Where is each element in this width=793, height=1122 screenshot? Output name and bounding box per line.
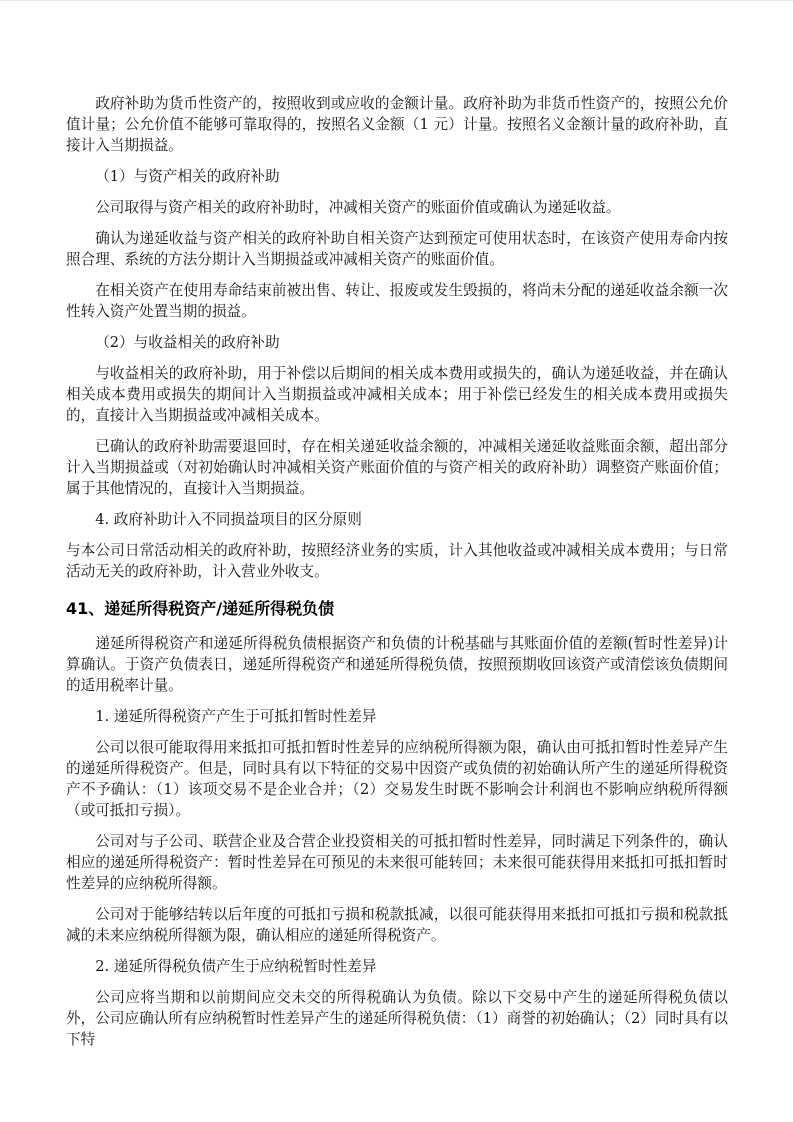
paragraph: 公司应将当期和以前期间应交未交的所得税确认为负债。除以下交易中产生的递延所得税负债以外，公司应确认所有应纳税暂时性差异产生的递延所得税负债：（1）商誉的初始确认；（2）同时具有以下特 [66, 989, 728, 1048]
sub-item-deferred-tax-asset: 1. 递延所得税资产产生于可抵扣暂时性差异 [95, 708, 377, 725]
paragraph: 与收益相关的政府补助，用于补偿以后期间的相关成本费用或损失的，确认为递延收益，并在确认相关成本费用或损失的期间计入当期损益或冲减相关成本；用于补偿已经发生的相关成本费用或损失的，直接计入当期损益或冲减相关成本。 [66, 365, 728, 424]
section-heading-deferred-tax: 41、递延所得税资产/递延所得税负债 [66, 599, 335, 618]
paragraph: 与本公司日常活动相关的政府补助，按照经济业务的实质，计入其他收益或冲减相关成本费用；与日常活动无关的政府补助，计入营业外收支。 [66, 542, 728, 580]
paragraph: 递延所得税资产和递延所得税负债根据资产和负债的计税基础与其账面价值的差额(暂时性差异)计算确认。于资产负债表日，递延所得税资产和递延所得税负债，按照预期收回该资产或清偿该负债期间的适用税率计量。 [66, 635, 728, 694]
paragraph: 公司以很可能取得用来抵扣可抵扣暂时性差异的应纳税所得额为限，确认由可抵扣暂时性差异产生的递延所得税资产。但是，同时具有以下特征的交易中因资产或负债的初始确认所产生的递延所得税资产不予确认：（1）该项交易不是企业合并；（2）交易发生时既不影响会计利润也不影响应纳税所得额（或可抵扣亏损）。 [66, 739, 728, 819]
sub-item-deferred-tax-liability: 2. 递延所得税负债产生于应纳税暂时性差异 [95, 958, 377, 975]
sub-item-income-related-subsidy: （2）与收益相关的政府补助 [95, 334, 280, 351]
paragraph: 在相关资产在使用寿命结束前被出售、转让、报废或发生毁损的，将尚未分配的递延收益余额一次性转入资产处置当期的损益。 [66, 282, 728, 320]
paragraph: 公司对于能够结转以后年度的可抵扣亏损和税款抵减，以很可能获得用来抵扣可抵扣亏损和税款抵减的未来应纳税所得额为限，确认相应的递延所得税资产。 [66, 906, 728, 944]
paragraph: 已确认的政府补助需要退回时，存在相关递延收益余额的，冲减相关递延收益账面余额，超出部分计入当期损益或（对初始确认时冲减相关资产账面价值的与资产相关的政府补助）调整资产账面价值；属于其他情况的，直接计入当期损益。 [66, 438, 728, 497]
sub-item-profit-loss-classification: 4. 政府补助计入不同损益项目的区分原则 [95, 511, 362, 528]
paragraph: 政府补助为货币性资产的，按照收到或应收的金额计量。政府补助为非货币性资产的，按照公允价值计量；公允价值不能够可靠取得的，按照名义金额（1 元）计量。按照名义金额计量的政府补助，直接计入当期损益。 [66, 95, 728, 154]
paragraph: 确认为递延收益与资产相关的政府补助自相关资产达到预定可使用状态时，在该资产使用寿命内按照合理、系统的方法分期计入当期损益或冲减相关资产的账面价值。 [66, 230, 728, 268]
paragraph: 公司取得与资产相关的政府补助时，冲减相关资产的账面价值或确认为递延收益。 [95, 199, 621, 216]
paragraph: 公司对与子公司、联营企业及合营企业投资相关的可抵扣暂时性差异，同时满足下列条件的，确认相应的递延所得税资产：暂时性差异在可预见的未来很可能转回；未来很可能获得用来抵扣可抵扣暂时性差异的应纳税所得额。 [66, 833, 728, 892]
sub-item-asset-related-subsidy: （1）与资产相关的政府补助 [95, 168, 280, 185]
page-top-edge [0, 0, 793, 1]
